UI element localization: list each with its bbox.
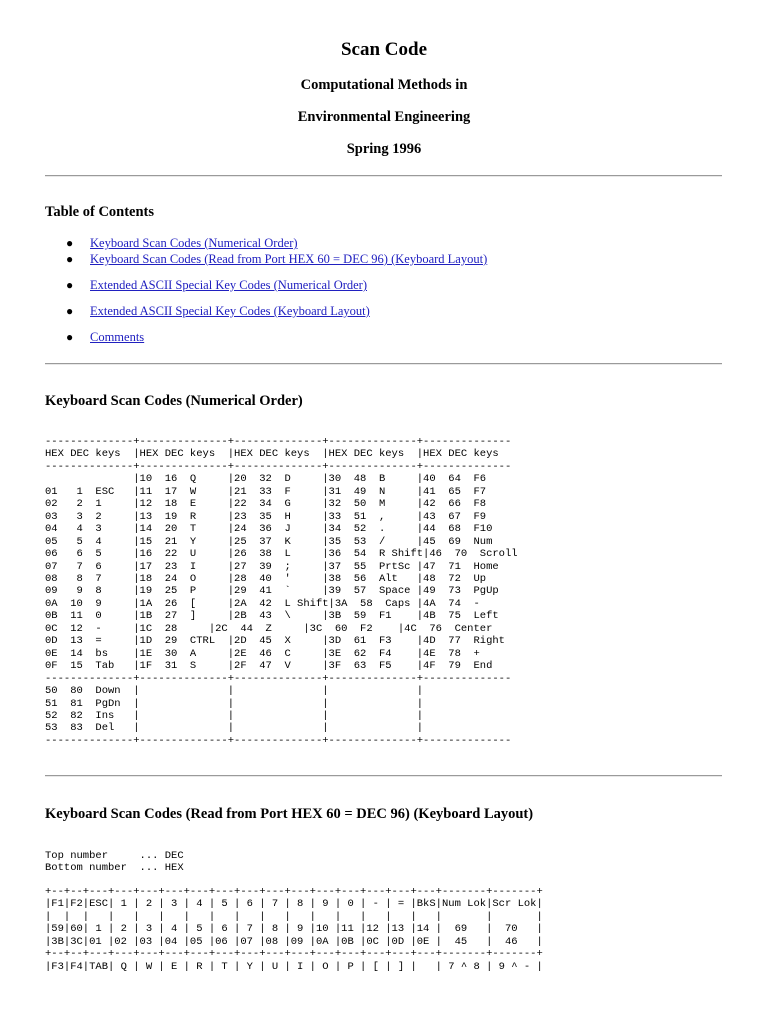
divider-2	[45, 363, 722, 365]
toc-link-scan-codes-layout[interactable]: Keyboard Scan Codes (Read from Port HEX 60 = DEC 96) (Keyboard Layout)	[90, 252, 488, 266]
toc-heading: Table of Contents	[45, 204, 155, 220]
layout-legend: Top number ... DEC Bottom number ... HEX	[45, 850, 184, 875]
divider-3	[45, 775, 722, 777]
toc-link-comments[interactable]: Comments	[90, 330, 145, 344]
subtitle-line-2: Environmental Engineering	[297, 109, 471, 125]
toc-link-extended-ascii-layout[interactable]: Extended ASCII Special Key Codes (Keyboard Layout)	[90, 304, 370, 318]
bullet-icon: ●	[66, 278, 74, 292]
bullet-icon: ●	[66, 252, 74, 266]
toc-link-extended-ascii-numerical[interactable]: Extended ASCII Special Key Codes (Numerical Order)	[90, 278, 368, 292]
section-heading-scan-codes-numerical: Keyboard Scan Codes (Numerical Order)	[45, 393, 303, 409]
divider-1	[45, 175, 722, 177]
scan-code-table: --------------+--------------+--------------+--------------+-------------- HEX DEC keys |HEX DEC keys |HEX DEC keys |HEX DEC keys |HEX DEC keys --------------+--------------+--------------+--------------+-------------- |10 16 Q |20 32 D |30 48 B |40 64 F6 01 1 ESC |11 17 W |21 33 F |31 49 N |41 65 F7 02 2 1 |12 18 E |22 34 G |32 50 M |42 66 F8 03 3 2 |13 19 R |23 35 H |33 51 , |43 67 F9 04 4 3 |14 20 T |24 36 J |34 52 . |44 68 F10 05 5 4 |15 21 Y |25 37 K |35 53 / |45 69 Num 06 6 5 |16 22 U |26 38 L |36 54 R Shift|46 70 Scroll 07 7 6 |17 23 I |27 39 ; |37 55 PrtSc |47 71 Home 08 8 7 |18 24 O |28 40 ' |38 56 Alt |48 72 Up 09 9 8 |19 25 P |29 41 ` |39 57 Space |49 73 PgUp 0A 10 9 |1A 26 [ |2A 42 L Shift|3A 58 Caps |4A 74 - 0B 11 0 |1B 27 ] |2B 43 \ |3B 59 F1 |4B 75 Left 0C 12 - |1C 28 |2C 44 Z |3C 60 F2 |4C 76 Center 0D 13 = |1D 29 CTRL |2D 45 X |3D 61 F3 |4D 77 Right 0E 14 bs |1E 30 A |2E 46 C |3E 62 F4 |4E 78 + 0F 15 Tab |1F 31 S |2F 47 V |3F 63 F5 |4F 79 End --------------+--------------+--------------+--------------+-------------- 50 80 Down | | | | 51 81 PgDn | | | | 52 82 Ins | | | | 53 83 Del | | | | --------------+--------------+--------------+--------------+--------------	[45, 436, 518, 747]
subtitle-line-3: Spring 1996	[346, 141, 422, 157]
bullet-icon: ●	[66, 304, 74, 318]
bullet-icon: ●	[66, 330, 74, 344]
page-title: Scan Code	[340, 39, 428, 60]
bullet-icon: ●	[66, 236, 74, 250]
toc-link-scan-codes-numerical[interactable]: Keyboard Scan Codes (Numerical Order)	[90, 236, 298, 250]
subtitle-line-1: Computational Methods in	[300, 77, 468, 93]
keyboard-layout-diagram: +--+--+---+---+---+---+---+---+---+---+---+---+---+---+---+---+-------+-------+ |F1|F2|ESC| 1 | 2 | 3 | 4 | 5 | 6 | 7 | 8 | 9 | 0 | - | = |BkS|Num Lok|Scr Lok| | | | | | | | | | | | | | | | | | | | |59|60| 1 | 2 | 3 | 4 | 5 | 6 | 7 | 8 | 9 |10 |11 |12 |13 |14 | 69 | 70 | |3B|3C|01 |02 |03 |04 |05 |06 |07 |08 |09 |0A |0B |0C |0D |0E | 45 | 46 | +--+--+---+---+---+---+---+---+---+---+---+---+---+---+---+---+-------+-------+ |F3|F4|TAB| Q | W | E | R | T | Y | U | I | O | P | [ | ] | | 7 ^ 8 | 9 ^ - |	[45, 886, 543, 973]
section-heading-scan-codes-layout: Keyboard Scan Codes (Read from Port HEX 60 = DEC 96) (Keyboard Layout)	[45, 806, 534, 822]
